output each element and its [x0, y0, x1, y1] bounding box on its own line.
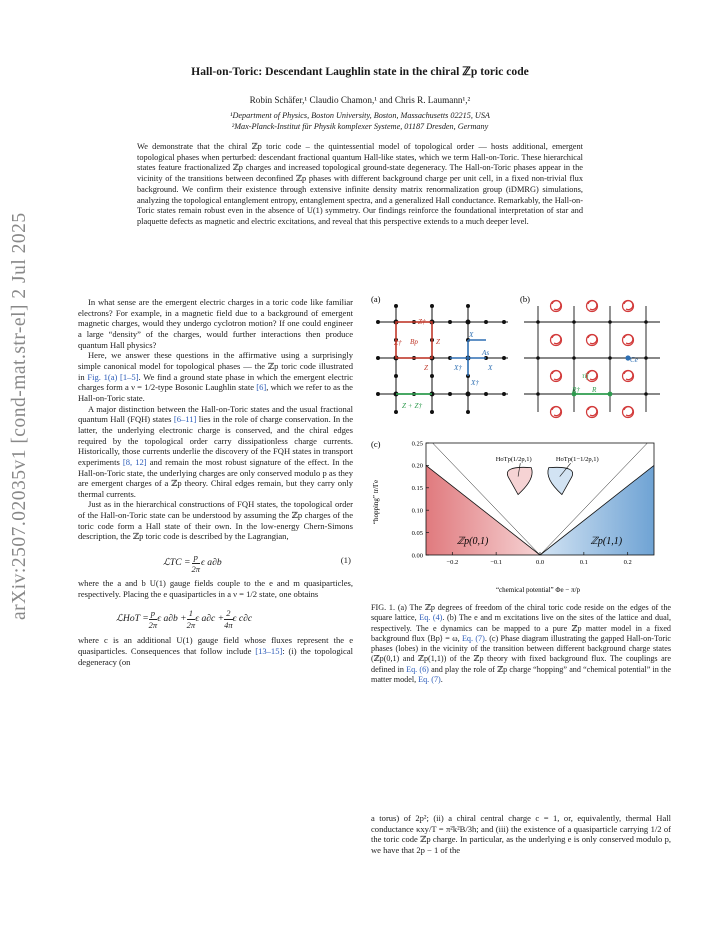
edge-dof [431, 375, 434, 378]
affiliation-2: ²Max-Planck-Institut für Physik komplexer Systeme, 01187 Dresden, Germany [231, 122, 489, 131]
edge-dof [395, 411, 398, 414]
abstract: We demonstrate that the chiral ℤp toric code – the quintessential model of topological order — hosts additional, emergent topological phases when perturbed: descendant fractional quantum Hall-like states, which we term Hall-on-Toric. These hierarchical states feature fractionalized ℤp charges and increased topological ground-state degeneracy. The Hall-on-Toric phases appear in the vicinity of the transitions between deconfined ℤp phases with different background charge per unit cell, in a fixed non-trivial flux background. We confirm their existence through extensive infinite density matrix renormalization group (iDMRG) simulations, analyzing the topological entanglement entropy, entanglement spectra, and a generalized Hall conductance. Remarkably, the Hall-on-Toric states remain robust even in the absence of U(1) symmetry. Our findings reinforce the foundational interpretation of star and plaquette defects as magnetic and electric excitations, and reveal that this perspective extends to a much deeper level. [137, 142, 583, 226]
edge-dof [503, 393, 506, 396]
label-zdag-top: Z† [418, 318, 426, 326]
paragraph-gauge: where the a and b U(1) gauge fields couple to the e and m quasiparticles, respectively. Placing the e quasiparticles in a ν = 1/2 state, one obtains [78, 578, 353, 599]
x-tick-label: −0.1 [490, 559, 503, 566]
text-run: where c is an additional U(1) gauge field whose fluxes represent the e quasiparticles. Consequences that follow include [78, 635, 353, 657]
text-run: Here, we answer these questions in the affirmative using a surprisingly simple canonical model for topological phases — the ℤp toric code illustrated in [78, 350, 353, 382]
label-zdag-left: Z† [394, 339, 402, 347]
label-x-top: X [469, 331, 474, 339]
frac-num: 1 [188, 608, 194, 619]
text-run: and remain the most robust signature of the effect. In the Hall-on-Toric state, the underlying charges are only conserved modulo p as they are emergent charges of a ℤp theory. Chiral edges remain, but they carry only thermal currents. [78, 456, 353, 499]
lattice-site [608, 356, 612, 360]
label-bp: Bp [410, 338, 418, 346]
y-tick-label: 0.25 [411, 440, 423, 448]
panel-a-label: (a) [371, 294, 381, 304]
label-rdag: R† [572, 386, 580, 394]
x-tick-label: −0.2 [446, 559, 459, 566]
author-list: Robin Schäfer,¹ Claudio Chamon,¹ and Chris R. Laumann¹,² [249, 95, 471, 105]
arxiv-sidebar-id: arXiv:2507.02035v1 [cond-mat.str-el] 2 Jul 2025 [9, 212, 30, 620]
lattice-site [644, 392, 648, 396]
text-run: and play the role of ℤp charge “hopping” and “chemical potential” in the matter model, [371, 664, 671, 684]
citation-link[interactable]: [8, 12] [122, 456, 147, 467]
eq-fraction [224, 608, 233, 630]
y-tick-label: 0.05 [411, 529, 423, 537]
text-run: . [440, 674, 443, 684]
panel-c-label: (c) [371, 439, 381, 449]
paragraph-torus: a torus) of 2p²; (ii) a chiral central charge c = 1, or, equivalently, thermal Hall conductance κxy/T = π²k²B/3h; and (iii) the existence of a quasiparticle carrying 1/2 of the toric code ℤp charge. In particular, as the underlying e is only conserved modulo p, we have that 2p − 1 of the [371, 813, 671, 855]
y-tick-label: 0.15 [411, 485, 423, 493]
lattice-site [572, 356, 576, 360]
lattice-b [524, 301, 660, 418]
text-run: A major distinction between the Hall-on-Toric states and the usual fractional quantum Hall (FQH) states [78, 403, 353, 425]
edge-dof [503, 357, 506, 360]
edge-dof [485, 321, 488, 324]
hot-lobe-right [548, 467, 573, 494]
label-z-plus-zdag: Z + Z† [402, 402, 423, 410]
lattice-site [644, 356, 648, 360]
frac-den: 2π [191, 563, 201, 574]
edge-dof [503, 321, 506, 324]
label-tau: τij [582, 372, 589, 380]
frac-den: 4π [224, 620, 233, 631]
eq-fraction [149, 608, 158, 630]
hot-lobe-left [507, 467, 532, 494]
x-tick-label: 0.1 [579, 559, 588, 566]
text-run: : (i) the topological degeneracy (on [78, 646, 354, 667]
frac-den: 2π [186, 620, 196, 631]
edge-dof [449, 321, 452, 324]
paragraph-answer [78, 350, 353, 403]
lattice-site [644, 320, 648, 324]
frac-num: p [193, 552, 198, 563]
text-run: FIG. 1. (a) The ℤp degrees of freedom of the chiral toric code reside on the edges of the square lattice, [371, 603, 671, 623]
figure-caption [371, 603, 671, 685]
panel-b-label: (b) [520, 294, 530, 304]
frac-den: 2π [148, 620, 158, 631]
eq-lhs: ℒTC = [163, 556, 191, 568]
edge-dof [431, 305, 434, 308]
text-run: lies in the role of charge conservation. In the latter, the underlying electronic charge is conserved, and the chiral edges required by the topological order carry dissipationless charge currents. Historically, those currents underlie the discovery of the FQH states in transport experiments [78, 414, 353, 467]
x-axis-label: “chemical potential” Φe − π/p [495, 586, 581, 594]
plot-area [412, 440, 654, 566]
text-run: , which we refer to as the Hall-on-Toric state. [78, 382, 353, 403]
lattice-site [536, 320, 540, 324]
equation-link[interactable]: Eq. (7) [418, 674, 441, 684]
y-tick-label: 0.00 [411, 552, 423, 560]
eq-lhs: ℒHoT = [116, 613, 149, 625]
edge-dof [449, 393, 452, 396]
edge-dof [467, 411, 470, 414]
lattice-site [536, 356, 540, 360]
paragraph-hierarchy: Just as in the hierarchical constructions of FQH states, the topological order of the Hall-on-Toric state can be understood by assuming the ℤp charges of the toric code form a Hall state of their own. In the low-energy Chern-Simons description, the ℤp toric code is described by the Lagrangian, [78, 499, 353, 542]
equation-link[interactable]: Eq. (6) [406, 664, 429, 674]
frac-num: p [150, 608, 156, 619]
x-tick-label: 0.2 [623, 559, 632, 566]
phase-label-left: ℤp(0,1) [456, 535, 489, 547]
label-xdag-bottom: X† [471, 379, 479, 387]
label-r: R [592, 386, 597, 394]
hop-site [608, 392, 613, 397]
edge-dof [395, 375, 398, 378]
citation-link[interactable]: [13–15] [255, 646, 283, 657]
text-run: . (b) The e and m excitations live on the sites of the lattice and dual, respectively. The e dynamics can be mapped to a pure ℤp matter model in a fixed background flux ⟨Bp⟩ = ω, [371, 613, 671, 643]
edge-dof [377, 321, 380, 324]
edge-dof [485, 393, 488, 396]
equation-link[interactable]: Eq. (7) [461, 633, 485, 643]
lattice-site [608, 320, 612, 324]
paragraph-intro: In what sense are the emergent electric charges in a toric code like familiar electrons? For example, in a magnetic field due to a background of emergent magnetic charges, would they undergo cyclotron motion? If one could engineer a large “density” of the charges, would further interactions then produce quantum Hall physics? [78, 297, 353, 350]
left-column [78, 297, 353, 667]
equation-link[interactable]: Eq. (4) [419, 613, 443, 623]
affiliation-1: ¹Department of Physics, Boston University, Boston, Massachusetts 02215, USA [230, 111, 490, 120]
eq-term: ϵ a∂b + [157, 613, 187, 625]
label-z-right: Z [436, 338, 440, 346]
paragraph-distinction [78, 404, 353, 500]
y-tick-label: 0.10 [411, 507, 423, 515]
text-run: . We find a ground state phase in which the emergent electric charges form a ν = 1/2-type Bosonic Laughlin state [78, 371, 353, 393]
eq-term: ϵ c∂c [232, 613, 253, 625]
lobe-label-left: HoTp(1/2p,1) [495, 455, 532, 463]
label-x-right: X [488, 364, 493, 372]
y-tick-label: 0.20 [411, 462, 423, 470]
y-axis-label: “hopping” tr/Γe [372, 479, 380, 525]
label-z-bottom: Z [424, 364, 428, 372]
equation-number: (1) [340, 555, 351, 566]
lattice-a [377, 305, 509, 414]
right-column [371, 813, 671, 856]
equation-1 [78, 545, 353, 575]
label-as: As [482, 349, 490, 357]
phase-diagram [368, 437, 668, 597]
label-xdag-left: X† [454, 364, 462, 372]
lattice-site [466, 320, 470, 324]
edge-dof [467, 305, 470, 308]
eq-term: ϵ a∂c + [195, 613, 225, 625]
citation-link[interactable]: [6] [256, 382, 267, 393]
paper-title: Hall-on-Toric: Descendant Laughlin state in the chiral ℤp toric code [191, 65, 529, 78]
lobe-label-right: HoTp(1−1/2p,1) [555, 455, 599, 463]
label-ce: Ce [630, 356, 638, 364]
lattice-site [466, 392, 470, 396]
lattice-site [572, 320, 576, 324]
lattice-site [536, 392, 540, 396]
edge-dof [377, 357, 380, 360]
frac-num: 2 [226, 608, 231, 619]
eq-fraction [192, 552, 201, 574]
text-run: . (c) Phase diagram illustrating the gapped Hall-on-Toric phases (lobes) in the vicinity of the transition between different background charge states (ℤp(0,1) and ℤp(1,1)) of the ℤp theory with fixed background flux. The couplings are defined in [371, 633, 671, 674]
edge-dof [431, 411, 434, 414]
eq-rhs: ϵ a∂b [201, 556, 222, 568]
citation-link[interactable]: [6–11] [173, 414, 197, 425]
eq-fraction [187, 608, 196, 630]
phase-label-right: ℤp(1,1) [590, 535, 623, 547]
equation-2 [78, 602, 353, 632]
x-tick-label: 0.0 [535, 559, 545, 566]
citation-link[interactable]: Fig. 1(a) [1–5] [87, 371, 139, 382]
edge-dof [377, 393, 380, 396]
edge-dof [395, 305, 398, 308]
paragraph-consequences [78, 635, 353, 667]
figure-lattice-panels [368, 292, 668, 442]
